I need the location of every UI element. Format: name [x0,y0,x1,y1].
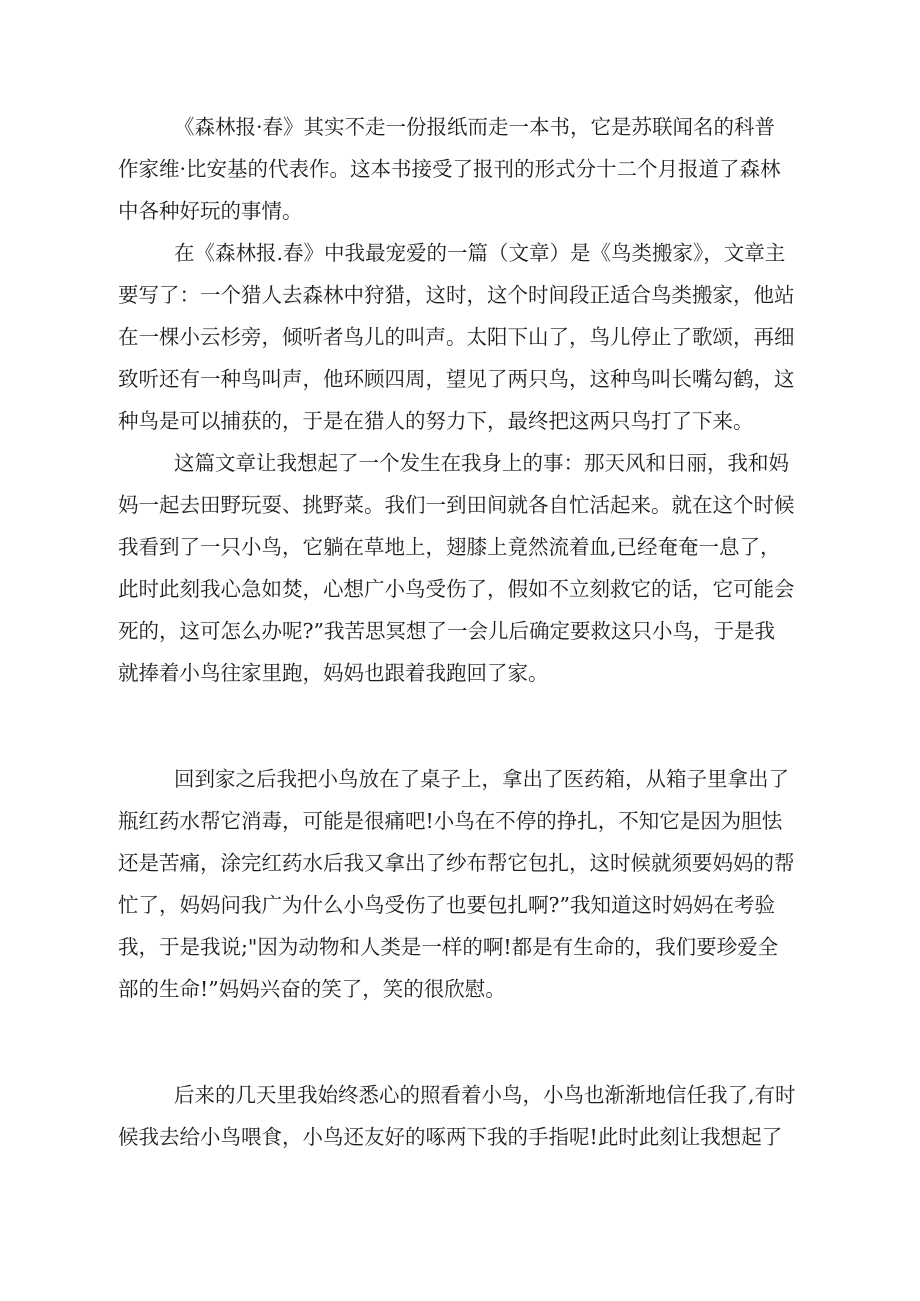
paragraph-line: 就捧着小鸟往家里跑，妈妈也跟着我跑回了家。 [118,661,549,685]
paragraph-line: 要写了：一个猎人去森林中狩猎，这时，这个时间段正适合鸟类搬家，他站 [118,283,795,307]
paragraph-line: 这篇文章让我想起了一个发生在我身上的事：那天风和日丽，我和妈 [174,451,789,475]
paragraph-line: 在《森林报.春》中我最宠爱的一篇（文章）是《鸟类搬家》，文章主 [174,241,786,265]
paragraph-line: 后来的几天里我始终悉心的照看着小鸟，小鸟也渐渐地信任我了,有时 [174,1083,796,1107]
paragraph-line: 种鸟是可以捕获的，于是在猎人的努力下，最终把这两只鸟打了下来。 [118,409,754,433]
paragraph-line: 作家维·比安基的代表作。这本书接受了报刊的形式分十二个月报道了森林 [118,157,781,181]
paragraph-4 [118,758,798,1010]
paragraph-line: 部的生命!”妈妈兴奋的笑了，笑的很欣慰。 [118,977,506,1001]
paragraph-line: 此时此刻我心急如焚，心想广小鸟受伤了，假如不立刻救它的话，它可能会 [118,577,795,601]
paragraph-line: 瓶红药水帮它消毒，可能是很痛吧!小鸟在不停的挣扎，不知它是因为胆怯 [118,809,783,833]
paragraph-line: 在一棵小云杉旁，倾听者鸟儿的叫声。太阳下山了，鸟儿停止了歌颂，再细 [118,325,795,349]
paragraph-line: 死的，这可怎么办呢?”我苦思冥想了一会儿后确定要救这只小鸟，于是我 [118,619,775,643]
paragraph-line: 忙了，妈妈问我广为什么小鸟受伤了也要包扎啊?”我知道这时妈妈在考验 [118,893,775,917]
paragraph-5 [118,1074,798,1158]
paragraph-1 [118,106,798,232]
paragraph-line: 回到家之后我把小鸟放在了桌子上，拿出了医药箱，从箱子里拿出了 [174,767,789,791]
paragraph-line: 致听还有一种鸟叫声，他环顾四周，望见了两只鸟，这种鸟叫长嘴勾鹤，这 [118,367,795,391]
paragraph-3 [118,442,798,694]
paragraph-line: 还是苦痛，涂完红药水后我又拿出了纱布帮它包扎，这时候就须要妈妈的帮 [118,851,795,875]
paragraph-line: 我，于是我说;"因为动物和人类是一样的啊!都是有生命的，我们要珍爱全 [118,935,779,959]
paragraph-line: 我看到了一只小鸟，它躺在草地上，翅膝上竟然流着血,已经奄奄一息了， [118,535,781,559]
paragraph-line: 中各种好玩的事情。 [118,199,303,223]
paragraph-line: 《森林报·春》其实不走一份报纸而走一本书，它是苏联闻名的科普 [174,115,776,139]
paragraph-line: 妈一起去田野玩耍、挑野菜。我们一到田间就各自忙活起来。就在这个时候 [118,493,795,517]
paragraph-2 [118,232,798,442]
paragraph-line: 候我去给小鸟喂食，小鸟还友好的啄两下我的手指呢!此时此刻让我想起了 [118,1125,783,1149]
